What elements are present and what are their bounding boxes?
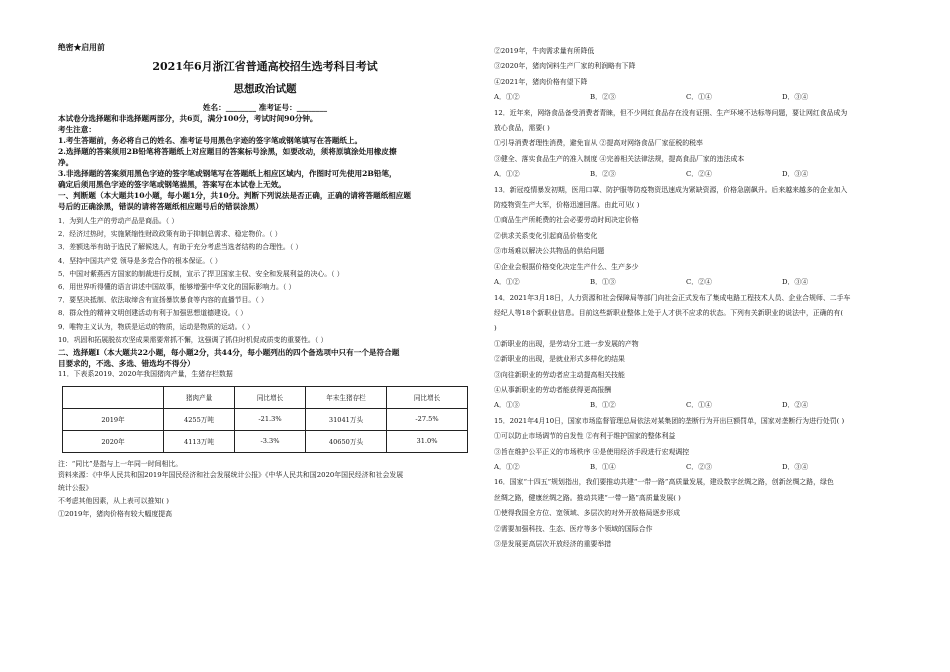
choice-d: D．②④ bbox=[782, 401, 809, 410]
table-row bbox=[63, 408, 468, 430]
right-column bbox=[494, 44, 914, 552]
q16-option-3: ③是发展更高层次开放经济的重要举措 bbox=[494, 540, 612, 548]
table-header-cell: 同比增长 bbox=[387, 386, 468, 408]
table-header-cell bbox=[63, 386, 164, 408]
q15-options-line2: ③旨在维护公平正义的市场秩序 ④是使用经济手段进行宏观调控 bbox=[494, 447, 690, 456]
notice-item-3-line1: 3.非选择题的答案须用黑色字迹的签字笔或钢笔写在答题纸上相应区域内，作图时可先使用2B铅笔， bbox=[58, 169, 397, 178]
q13-stem-line1: 13．新冠疫情暴发初期，医用口罩、防护服等防疫物资迅速成为紧缺资源，价格急剧飙升。后来越来越多的企业加入 bbox=[494, 185, 848, 194]
q11-option-3: ③2020年，猪肉饲料生产厂家的利润略有下降 bbox=[494, 62, 636, 71]
q13-option-1: ①商品生产所耗费的社会必要劳动时间决定价格 bbox=[494, 216, 639, 225]
q15-options-line1: ①可以防止市场调节的自发性 ②有利于维护国家的整体利益 bbox=[494, 432, 676, 441]
q12-stem-line1: 12．近年来，网络食品备受消费者青睐，但不少网红食品存在没有证照、生产环境不达标等问题，要让网红食品成为 bbox=[494, 108, 848, 117]
q14-stem-line3: ) bbox=[494, 324, 497, 333]
q11-stem: 11．下表系2019、2020年我国猪肉产量，生猪存栏数据 bbox=[58, 370, 233, 379]
section2-heading-line2: 目要求的，不选、多选、错选均不得分） bbox=[58, 359, 195, 369]
q16-option-1: ①使得我国全方位、宽领域、多层次的对外开放格局逐步形成 bbox=[494, 509, 681, 518]
q11-option-2: ②2019年，牛肉需求量有所降低 bbox=[494, 47, 595, 55]
choice-b: B．②③ bbox=[590, 170, 616, 179]
q11-source-line2: 统计公报》 bbox=[58, 484, 93, 493]
q15-stem: 15．2021年4月10日，国家市场监督管理总局依法对某集团的垄断行为开出巨额罚单，国家对垄断行为进行处罚( ) bbox=[494, 416, 845, 425]
choice-a: A．①② bbox=[494, 278, 520, 287]
choice-b: B．①③ bbox=[590, 278, 616, 287]
section1-heading-line1: 一、判断题（本大题共10小题，每小题1分，共10分。判断下列说法是否正确，正确的请将答题纸相应题 bbox=[58, 191, 411, 200]
choice-a: A．①② bbox=[494, 93, 520, 102]
judge-item-9: 9．唯物主义认为，物质是运动的物质，运动是物质的运动。（ ） bbox=[58, 322, 255, 331]
section2-heading-line1: 二、选择题Ⅰ（本大题共22小题，每小题2分，共44分，每小题列出的四个备选项中只有一个是符合题 bbox=[58, 348, 400, 358]
q14-stem-line2: 经纪人等18个新职业信息。目前这些新职业整体上处于人才供不应求的状态。下列有关新职业的说法中，正确的有( bbox=[494, 308, 844, 317]
q13-stem-line2: 防疫物资生产大军，价格迅速回落。由此可见( ) bbox=[494, 201, 640, 210]
judge-item-8: 8．群众性的精神文明创建活动有利于加强思想道德建设。（ ） bbox=[58, 309, 248, 318]
q13-choices bbox=[494, 275, 914, 290]
q12-options-line1: ①引导消费者理性消费，避免盲从 ②提高对网络食品厂家征税的税率 bbox=[494, 139, 703, 148]
q14-choices bbox=[494, 398, 914, 413]
table-header-cell: 同比增长 bbox=[235, 386, 306, 408]
exam-title: 2021年6月浙江省普通高校招生选考科目考试 bbox=[152, 60, 378, 73]
q11-source-line1: 资料来源：《中华人民共和国2019年国民经济和社会发展统计公报》《中华人民共和国2020年国民经济和社会发展 bbox=[58, 471, 404, 480]
exam-subtitle: 思想政治试题 bbox=[233, 83, 297, 95]
notice-item-1: 1.考生答题前，务必将自己的姓名、准考证号用黑色字迹的签字笔或钢笔填写在答题纸上。 bbox=[58, 136, 363, 145]
choice-b: B．①② bbox=[590, 401, 616, 410]
q13-option-2: ②供求关系变化引起商品价格变化 bbox=[494, 231, 598, 240]
judge-item-5: 5．中国对紫燕西方国家的制裁进行反制，宣示了捍卫国家主权、安全和发展利益的决心。（ ） bbox=[58, 269, 344, 278]
judge-item-2: 2．经济过热时，实施紧缩性财政政策有助于抑制总需求、稳定物价。（ ） bbox=[58, 230, 282, 239]
q11-ask: 不考虑其他因素，从上表可以推知( ) bbox=[58, 497, 169, 506]
judge-item-6: 6．用世界听得懂的语言讲述中国故事，能够增强中华文化的国际影响力。（ ） bbox=[58, 283, 296, 292]
q12-options-line2: ③健全、落实食品生产的准入制度 ④完善相关法律法规，提高食品厂家的违法成本 bbox=[494, 154, 745, 163]
table-cell: -21.3% bbox=[235, 408, 306, 430]
notice-item-2-line1: 2.选择题的答案须用2B铅笔将答题纸上对应题目的答案标号涂黑，如要改动，须将原填涂处用橡皮擦 bbox=[58, 147, 397, 156]
table-cell: 4113万吨 bbox=[164, 430, 235, 452]
q16-stem-line1: 16．国家“十四五”规划指出，我们要推动共建“一带一路”高质量发展，建设数字丝绸之路，创新丝绸之路，绿色 bbox=[494, 478, 834, 487]
secret-label: 绝密★启用前 bbox=[58, 43, 105, 52]
q11-option-1: ①2019年，猪肉价格有较大幅度提高 bbox=[58, 510, 173, 519]
table-cell: 4255万吨 bbox=[164, 408, 235, 430]
table-cell: 31041万头 bbox=[306, 408, 387, 430]
notice-item-2-line2: 净。 bbox=[58, 158, 74, 167]
table-cell: -3.3% bbox=[235, 430, 306, 452]
table-header-cell: 猪肉产量 bbox=[164, 386, 235, 408]
choice-d: D．③④ bbox=[782, 93, 809, 102]
choice-a: A．①② bbox=[494, 170, 520, 179]
q14-option-3: ③向往新职业的劳动者应主动提高相关技能 bbox=[494, 370, 625, 379]
choice-a: A．①③ bbox=[494, 401, 520, 410]
table-cell: 40650万头 bbox=[306, 430, 387, 452]
notice-item-3-line2: 确定后须用黑色字迹的签字笔或钢笔描黑，答案写在本试卷上无效。 bbox=[58, 180, 286, 189]
q16-option-2: ②需要加强科技、生态、医疗等多个领域的国际合作 bbox=[494, 524, 653, 533]
q11-choices bbox=[494, 90, 914, 105]
choice-d: D．③④ bbox=[782, 462, 809, 471]
judge-item-1: 1．为到人生产的劳动产品是商品。（ ） bbox=[58, 217, 179, 225]
q13-option-3: ③市场难以解决公共物品的供给问题 bbox=[494, 247, 605, 256]
table-cell: -27.5% bbox=[387, 408, 468, 430]
q16-stem-line2: 丝绸之路，健康丝绸之路。推动共建“一带一路”高质量发展( ) bbox=[494, 493, 681, 502]
section1-heading-line2: 号后的正确涂黑，错误的请将答题纸相应题号后的错误涂黑） bbox=[58, 202, 264, 211]
choice-c: C．①④ bbox=[686, 401, 712, 410]
judge-item-10: 10．巩固和拓展脱贫攻坚成果需要常抓不懈，这强调了抓住时机促成质变的重要性。（ ） bbox=[58, 335, 328, 344]
intro-text: 本试卷分选择题和非选择题两部分，共6页，满分100分，考试时间90分钟。 bbox=[58, 114, 318, 123]
choice-a: A．①② bbox=[494, 462, 520, 471]
name-id-line: 姓名：________ 准考证号：________ bbox=[202, 103, 328, 112]
choice-d: D．③④ bbox=[782, 170, 809, 179]
q15-choices bbox=[494, 460, 914, 475]
judge-item-4: 4．坚持中国共产党 领导是多党合作的根本保证。（ ） bbox=[58, 256, 222, 265]
pork-data-table bbox=[62, 386, 468, 453]
choice-c: C．②③ bbox=[686, 462, 712, 471]
q14-option-2: ②新职业的出现，是就业形式多样化的结果 bbox=[494, 355, 625, 364]
judge-item-7: 7．要坚决抵制、依法取缔含有宣扬暴饮暴食等内容的直播节目。（ ） bbox=[58, 296, 268, 305]
table-cell: 31.0% bbox=[387, 430, 468, 452]
left-column bbox=[58, 42, 472, 521]
q12-stem-line2: 放心食品，需要( ) bbox=[494, 124, 550, 133]
choice-c: C．②④ bbox=[686, 278, 712, 287]
q11-option-4: ④2021年，猪肉价格有望下降 bbox=[494, 77, 588, 86]
choice-c: C．②④ bbox=[686, 170, 712, 179]
table-cell: 2020年 bbox=[63, 430, 164, 452]
q14-stem-line1: 14．2021年3月18日，人力资源和社会保障局等部门向社会正式发布了集成电路工程技术人员、企业合规师、二手车 bbox=[494, 293, 851, 302]
judge-item-3: 3．差额选举有助于选民了解候选人，有助于充分考虑当选者结构的合理性。（ ） bbox=[58, 243, 303, 252]
choice-b: B．②③ bbox=[590, 93, 616, 102]
q12-choices bbox=[494, 167, 914, 182]
q14-option-4: ④从事新职业的劳动者能获得更高报酬 bbox=[494, 385, 612, 394]
choice-d: D．③④ bbox=[782, 278, 809, 287]
q14-option-1: ①新职业的出现，是劳动分工进一步发展的产物 bbox=[494, 339, 639, 348]
choice-b: B．①④ bbox=[590, 462, 616, 471]
table-row bbox=[63, 430, 468, 452]
table-header-cell: 年末生猪存栏 bbox=[306, 386, 387, 408]
table-header-row bbox=[63, 386, 468, 408]
q13-option-4: ④企业会根据价格变化决定生产什么、生产多少 bbox=[494, 262, 639, 271]
choice-c: C．①④ bbox=[686, 93, 712, 102]
table-cell: 2019年 bbox=[63, 408, 164, 430]
notice-heading: 考生注意： bbox=[58, 125, 96, 134]
q11-note: 注：“同比”是指与上一年同一时间相比。 bbox=[58, 459, 183, 468]
